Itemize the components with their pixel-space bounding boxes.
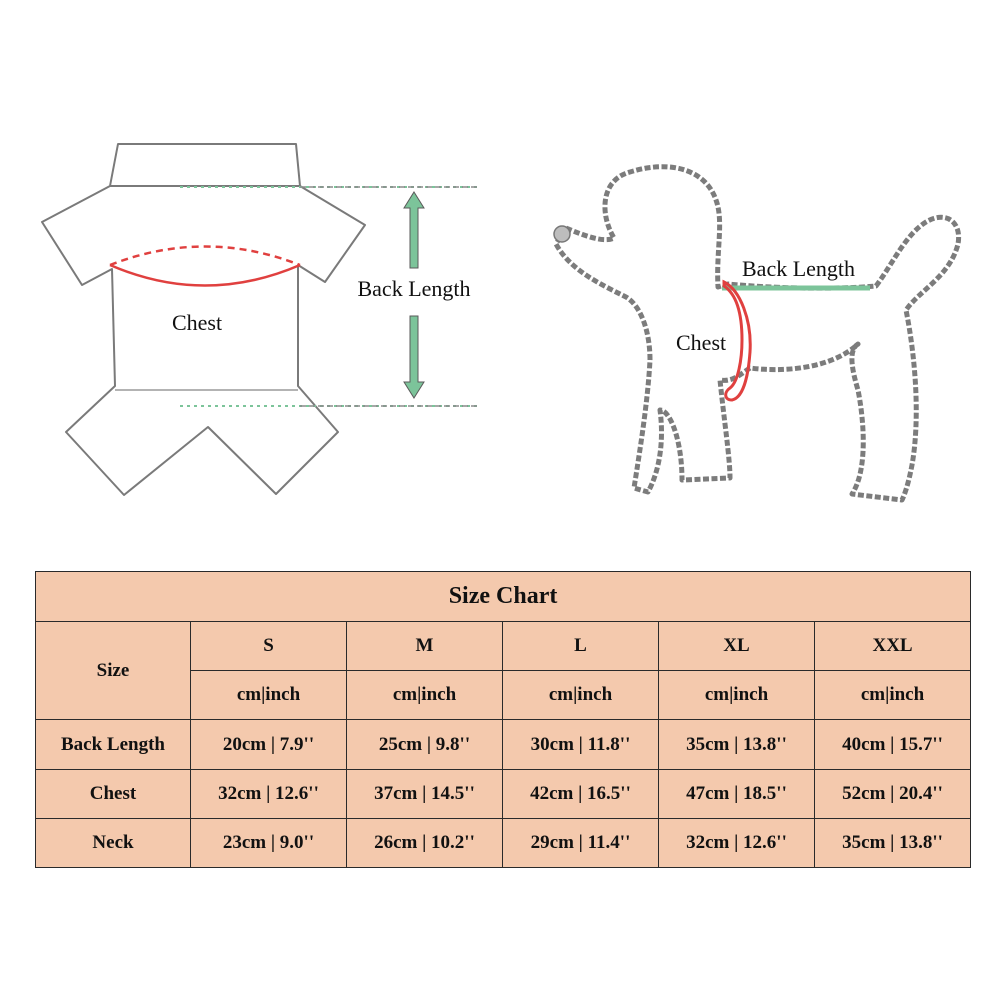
table-cell: 42cm | 16.5'' xyxy=(503,769,659,818)
table-cell: 25cm | 9.8'' xyxy=(347,720,503,769)
row-label-cell: Chest xyxy=(36,769,191,818)
table-cell: 32cm | 12.6'' xyxy=(659,818,815,867)
table-row-chest xyxy=(36,769,971,818)
table-cell: 47cm | 18.5'' xyxy=(659,769,815,818)
unit-label-cell: cm|inch xyxy=(659,671,815,720)
table-cell: 40cm | 15.7'' xyxy=(815,720,971,769)
table-cell: 29cm | 11.4'' xyxy=(503,818,659,867)
size-column-header: L xyxy=(503,622,659,671)
dog-back-length-label: Back Length xyxy=(742,256,856,281)
size-chart-table xyxy=(35,571,971,868)
unit-label-cell: cm|inch xyxy=(503,671,659,720)
dog-outline xyxy=(556,167,959,500)
table-cell: 32cm | 12.6'' xyxy=(191,769,347,818)
table-cell: 52cm | 20.4'' xyxy=(815,769,971,818)
dog-chest-strap xyxy=(724,282,750,400)
size-column-header: XL xyxy=(659,622,815,671)
table-cell: 30cm | 11.8'' xyxy=(503,720,659,769)
table-cell: 37cm | 14.5'' xyxy=(347,769,503,818)
size-column-header: XXL xyxy=(815,622,971,671)
table-cell: 23cm | 9.0'' xyxy=(191,818,347,867)
unit-label-cell: cm|inch xyxy=(347,671,503,720)
table-cell: 35cm | 13.8'' xyxy=(815,818,971,867)
table-cell: 20cm | 7.9'' xyxy=(191,720,347,769)
table-cell: 26cm | 10.2'' xyxy=(347,818,503,867)
size-column-header: S xyxy=(191,622,347,671)
unit-label-cell: cm|inch xyxy=(815,671,971,720)
size-header-cell: Size xyxy=(36,622,191,720)
table-row-back-length xyxy=(36,720,971,769)
shirt-back-length-label: Back Length xyxy=(357,276,471,301)
row-label-cell: Back Length xyxy=(36,720,191,769)
row-label-cell: Neck xyxy=(36,818,191,867)
size-chart-title: Size Chart xyxy=(36,572,971,622)
table-cell: 35cm | 13.8'' xyxy=(659,720,815,769)
size-column-header: M xyxy=(347,622,503,671)
dog-chest-label: Chest xyxy=(676,330,727,355)
unit-label-cell: cm|inch xyxy=(191,671,347,720)
shirt-chest-label: Chest xyxy=(171,310,223,335)
table-row-neck xyxy=(36,818,971,867)
dog-nose-icon xyxy=(554,226,570,242)
